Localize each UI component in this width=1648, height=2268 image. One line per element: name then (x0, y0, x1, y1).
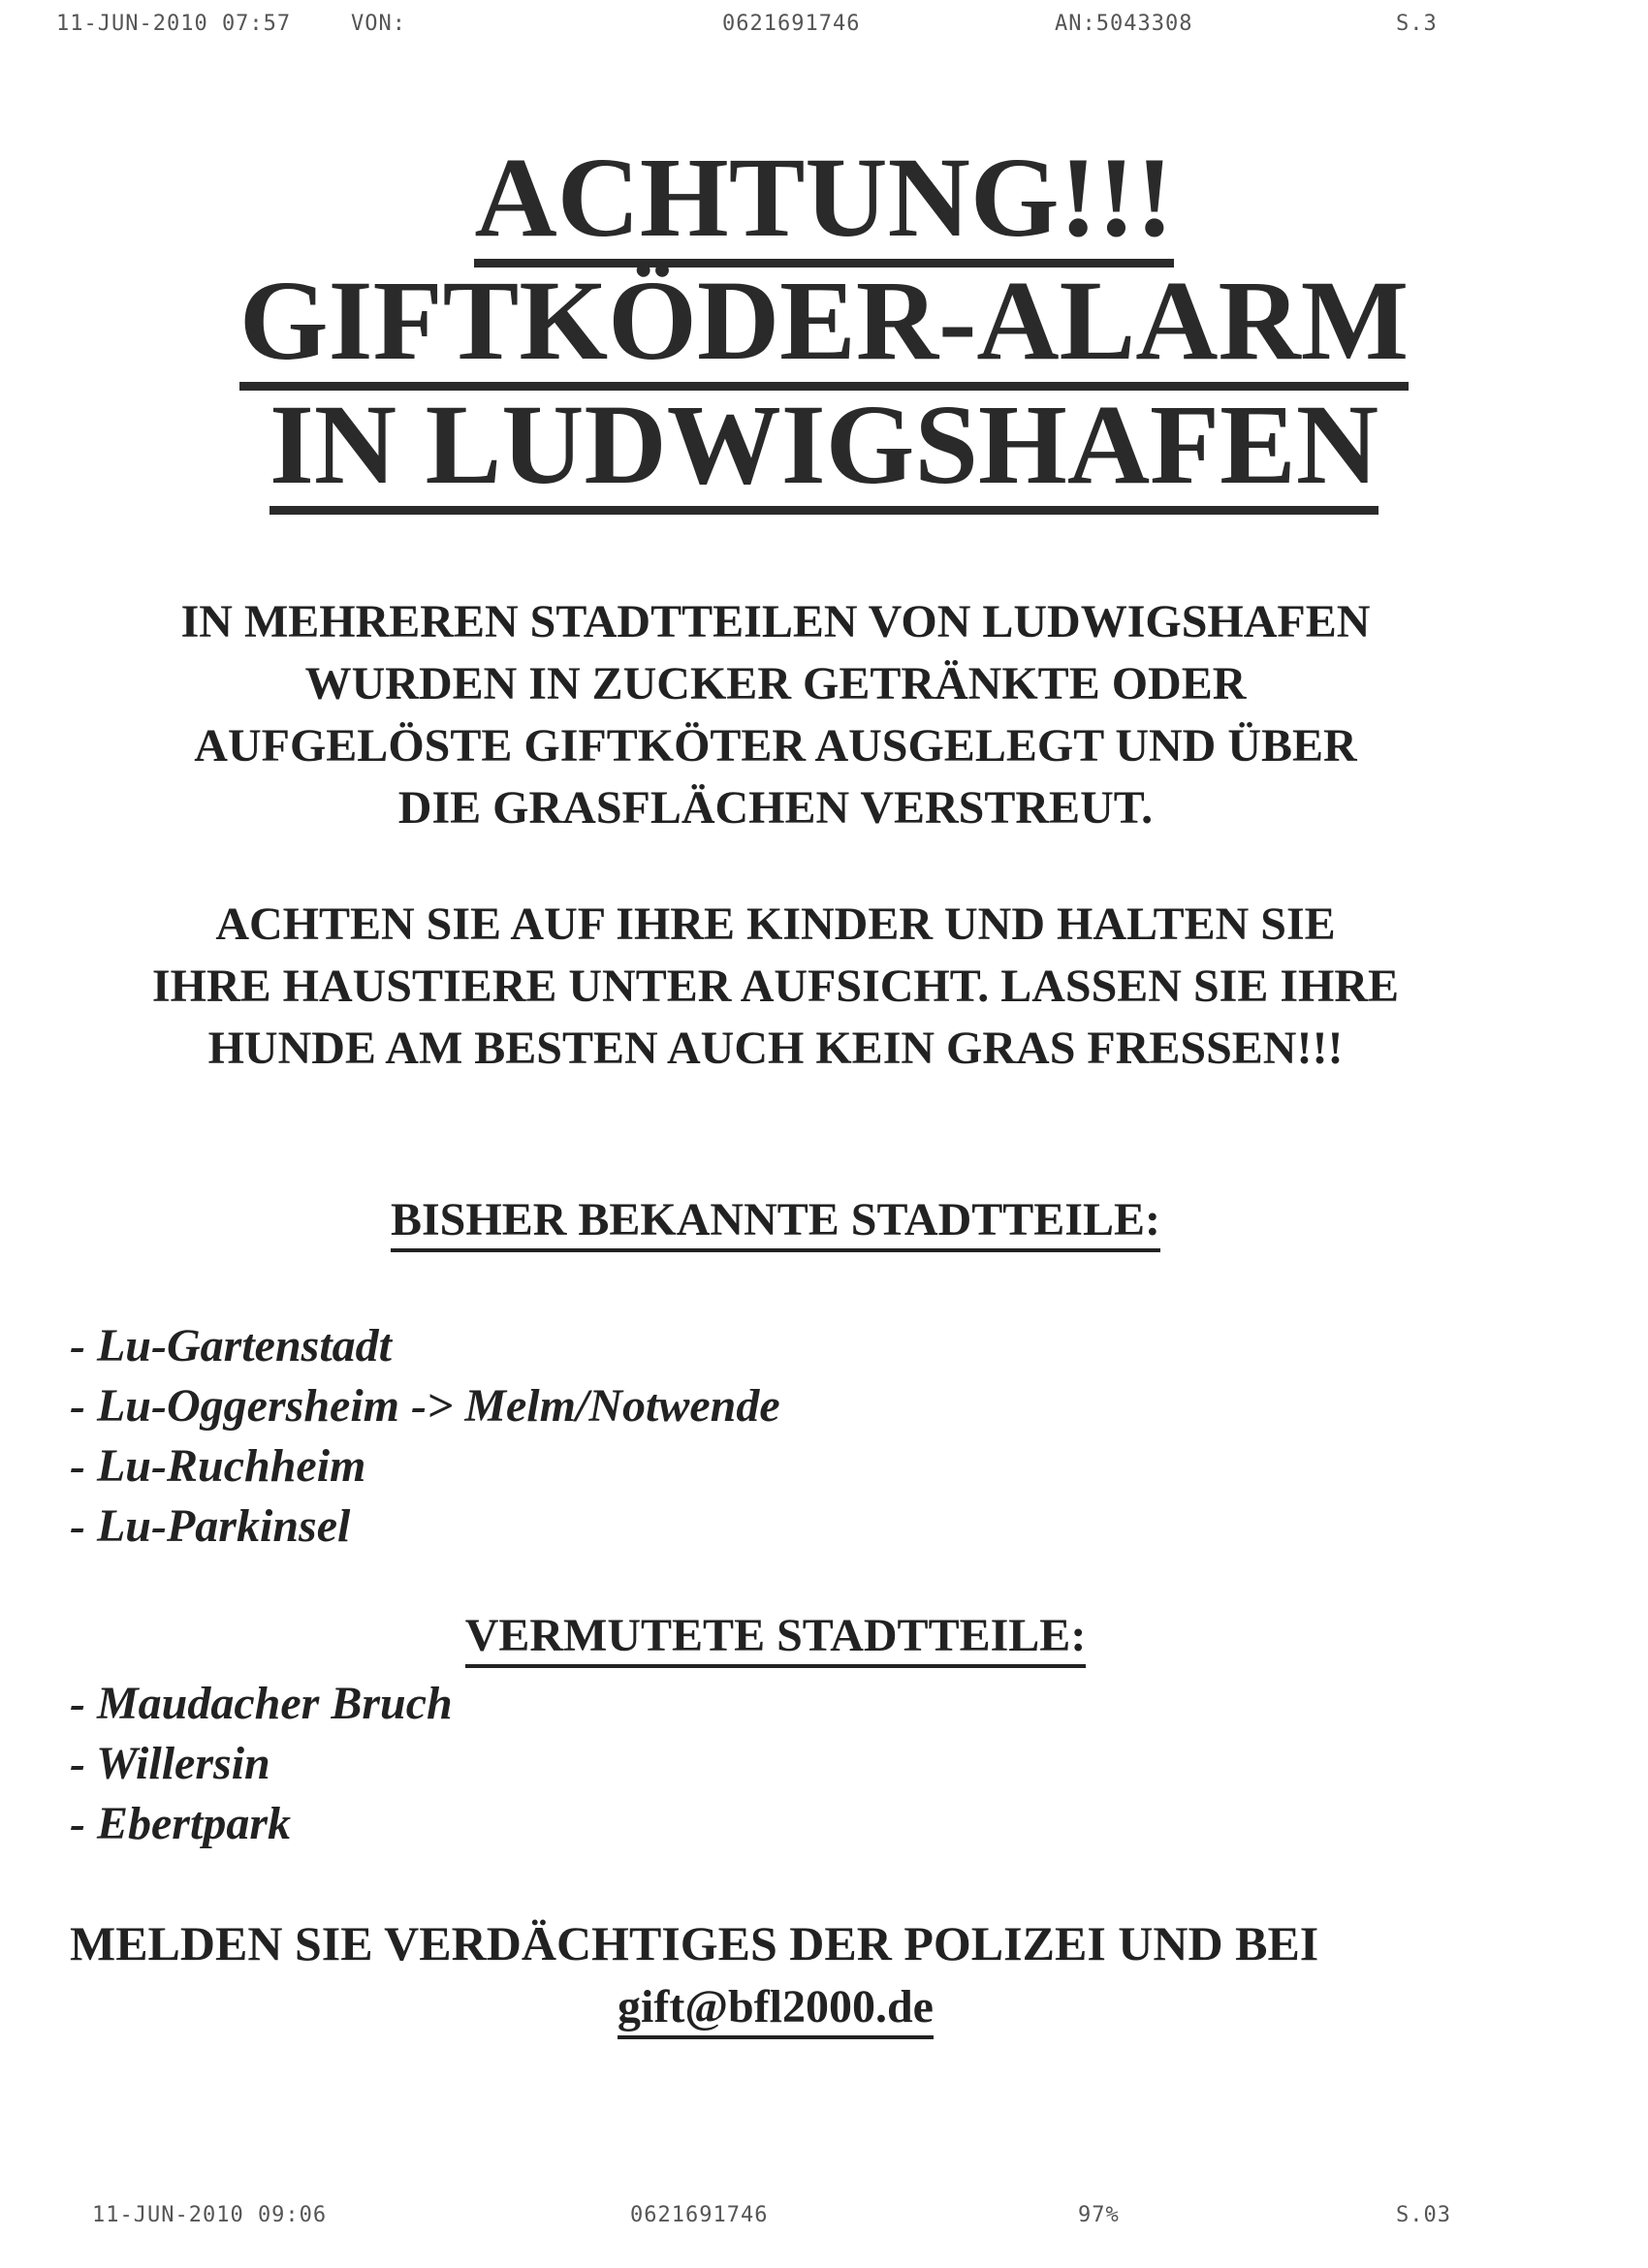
paragraph-line: DIE GRASFLÄCHEN VERSTREUT. (397, 782, 1154, 834)
advice-paragraph (39, 894, 1512, 1080)
suspected-districts-list (70, 1674, 453, 1854)
fax-from-label: VON: (351, 12, 406, 36)
list-item: - Lu-Gartenstadt (70, 1320, 393, 1371)
fax-header-top (0, 12, 1648, 41)
fax-footer-quality: 97% (1078, 2203, 1120, 2227)
title-text-1: ACHTUNG!!! (474, 141, 1173, 268)
paragraph-line: ACHTEN SIE AUF IHRE KINDER UND HALTEN SIE (215, 898, 1336, 950)
title-text-2: GIFTKÖDER-ALARM (239, 264, 1409, 391)
fax-recipient: AN:5043308 (1055, 12, 1193, 36)
list-item: - Lu-Oggersheim -> Melm/Notwende (70, 1380, 780, 1432)
title-line-2 (0, 257, 1648, 391)
paragraph-line: IN MEHREREN STADTTEILEN VON LUDWIGSHAFEN (180, 596, 1371, 647)
known-districts-heading (0, 1195, 1551, 1252)
known-districts-list (70, 1316, 780, 1557)
fax-page: S.3 (1396, 12, 1438, 36)
known-districts-heading-text: BISHER BEKANNTE STADTTEILE: (391, 1195, 1160, 1252)
paragraph-line: HUNDE AM BESTEN AUCH KEIN GRAS FRESSEN!!! (207, 1023, 1344, 1074)
title-text-3: IN LUDWIGSHAFEN (269, 388, 1379, 515)
list-item: - Lu-Ruchheim (70, 1440, 366, 1492)
report-instruction: MELDEN SIE VERDÄCHTIGES DER POLIZEI UND BEI (70, 1916, 1319, 1970)
list-item: - Willersin (70, 1738, 270, 1789)
title-line-3 (0, 381, 1648, 515)
fax-number: 0621691746 (722, 12, 861, 36)
list-item: - Maudacher Bruch (70, 1678, 453, 1729)
warning-paragraph (58, 591, 1493, 839)
list-item: - Ebertpark (70, 1798, 291, 1849)
suspected-districts-heading (0, 1611, 1551, 1668)
paragraph-line: AUFGELÖSTE GIFTKÖTER AUSGELEGT UND ÜBER (194, 720, 1357, 772)
suspected-districts-heading-text: VERMUTETE STADTTEILE: (465, 1611, 1087, 1668)
list-item: - Lu-Parkinsel (70, 1500, 351, 1552)
fax-datetime: 11-JUN-2010 07:57 (56, 12, 292, 36)
contact-email-line (0, 1980, 1551, 2039)
fax-footer-page: S.03 (1396, 2203, 1451, 2227)
contact-email-link[interactable]: gift@bfl2000.de (618, 1980, 934, 2039)
paragraph-line: WURDEN IN ZUCKER GETRÄNKTE ODER (304, 658, 1247, 709)
fax-footer (0, 2203, 1648, 2232)
fax-footer-number: 0621691746 (630, 2203, 769, 2227)
fax-footer-datetime: 11-JUN-2010 09:06 (92, 2203, 328, 2227)
paragraph-line: IHRE HAUSTIERE UNTER AUFSICHT. LASSEN SIE IHRE (151, 961, 1400, 1012)
title-line-1 (0, 134, 1648, 268)
